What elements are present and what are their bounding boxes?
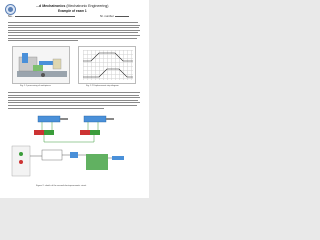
machine-illustration — [13, 47, 71, 85]
relay-block — [42, 150, 62, 160]
title-sub: (Mechatronic Engineering) — [66, 4, 109, 8]
cylinder-a — [22, 53, 28, 63]
step-trace-b — [83, 69, 133, 77]
cylinder-2 — [84, 116, 106, 122]
workpiece — [53, 59, 61, 69]
valve-1a — [34, 130, 44, 135]
caption-bottom: Figure 2. sketch of the second electropneumatic circuit — [36, 185, 87, 187]
roller — [41, 73, 45, 77]
exam-heading: Example of exam 1 — [58, 9, 87, 13]
piston-rod-1 — [60, 118, 68, 120]
electropneumatic-circuit — [8, 112, 140, 184]
circuit-diagram — [8, 112, 140, 184]
sensor-1 — [70, 152, 78, 158]
valve-1b — [44, 130, 54, 135]
number-field[interactable] — [100, 14, 129, 18]
valve-2a — [80, 130, 90, 135]
terminal-block — [86, 154, 108, 170]
task-paragraph — [8, 92, 140, 110]
start-lamp — [19, 152, 23, 156]
displacement-step-figure — [78, 46, 136, 84]
intro-paragraph — [8, 22, 140, 43]
step-trace-a — [83, 53, 133, 61]
page-title — [36, 4, 109, 8]
name-line — [15, 14, 75, 17]
exam-page — [0, 0, 149, 198]
caption-left: Fig. 1.1 processing of workpieces — [20, 85, 51, 87]
name-field[interactable] — [8, 14, 75, 18]
title-main: ...d Mechatronics — [36, 4, 66, 8]
number-line — [115, 14, 129, 17]
valve-2b — [90, 130, 100, 135]
name-label: Na... — [8, 14, 14, 18]
cylinder-b — [39, 61, 53, 65]
step-diagram — [79, 47, 137, 85]
sensor-2 — [112, 156, 124, 160]
piston-rod-2 — [106, 118, 114, 120]
drill-unit — [33, 65, 43, 71]
cylinder-1 — [38, 116, 60, 122]
number-label: Nr. number — [100, 14, 114, 18]
caption-right: Fig. 1.2 Displacement step diagram — [86, 85, 119, 87]
workpiece-machine-figure — [12, 46, 70, 84]
stop-lamp — [19, 160, 23, 164]
